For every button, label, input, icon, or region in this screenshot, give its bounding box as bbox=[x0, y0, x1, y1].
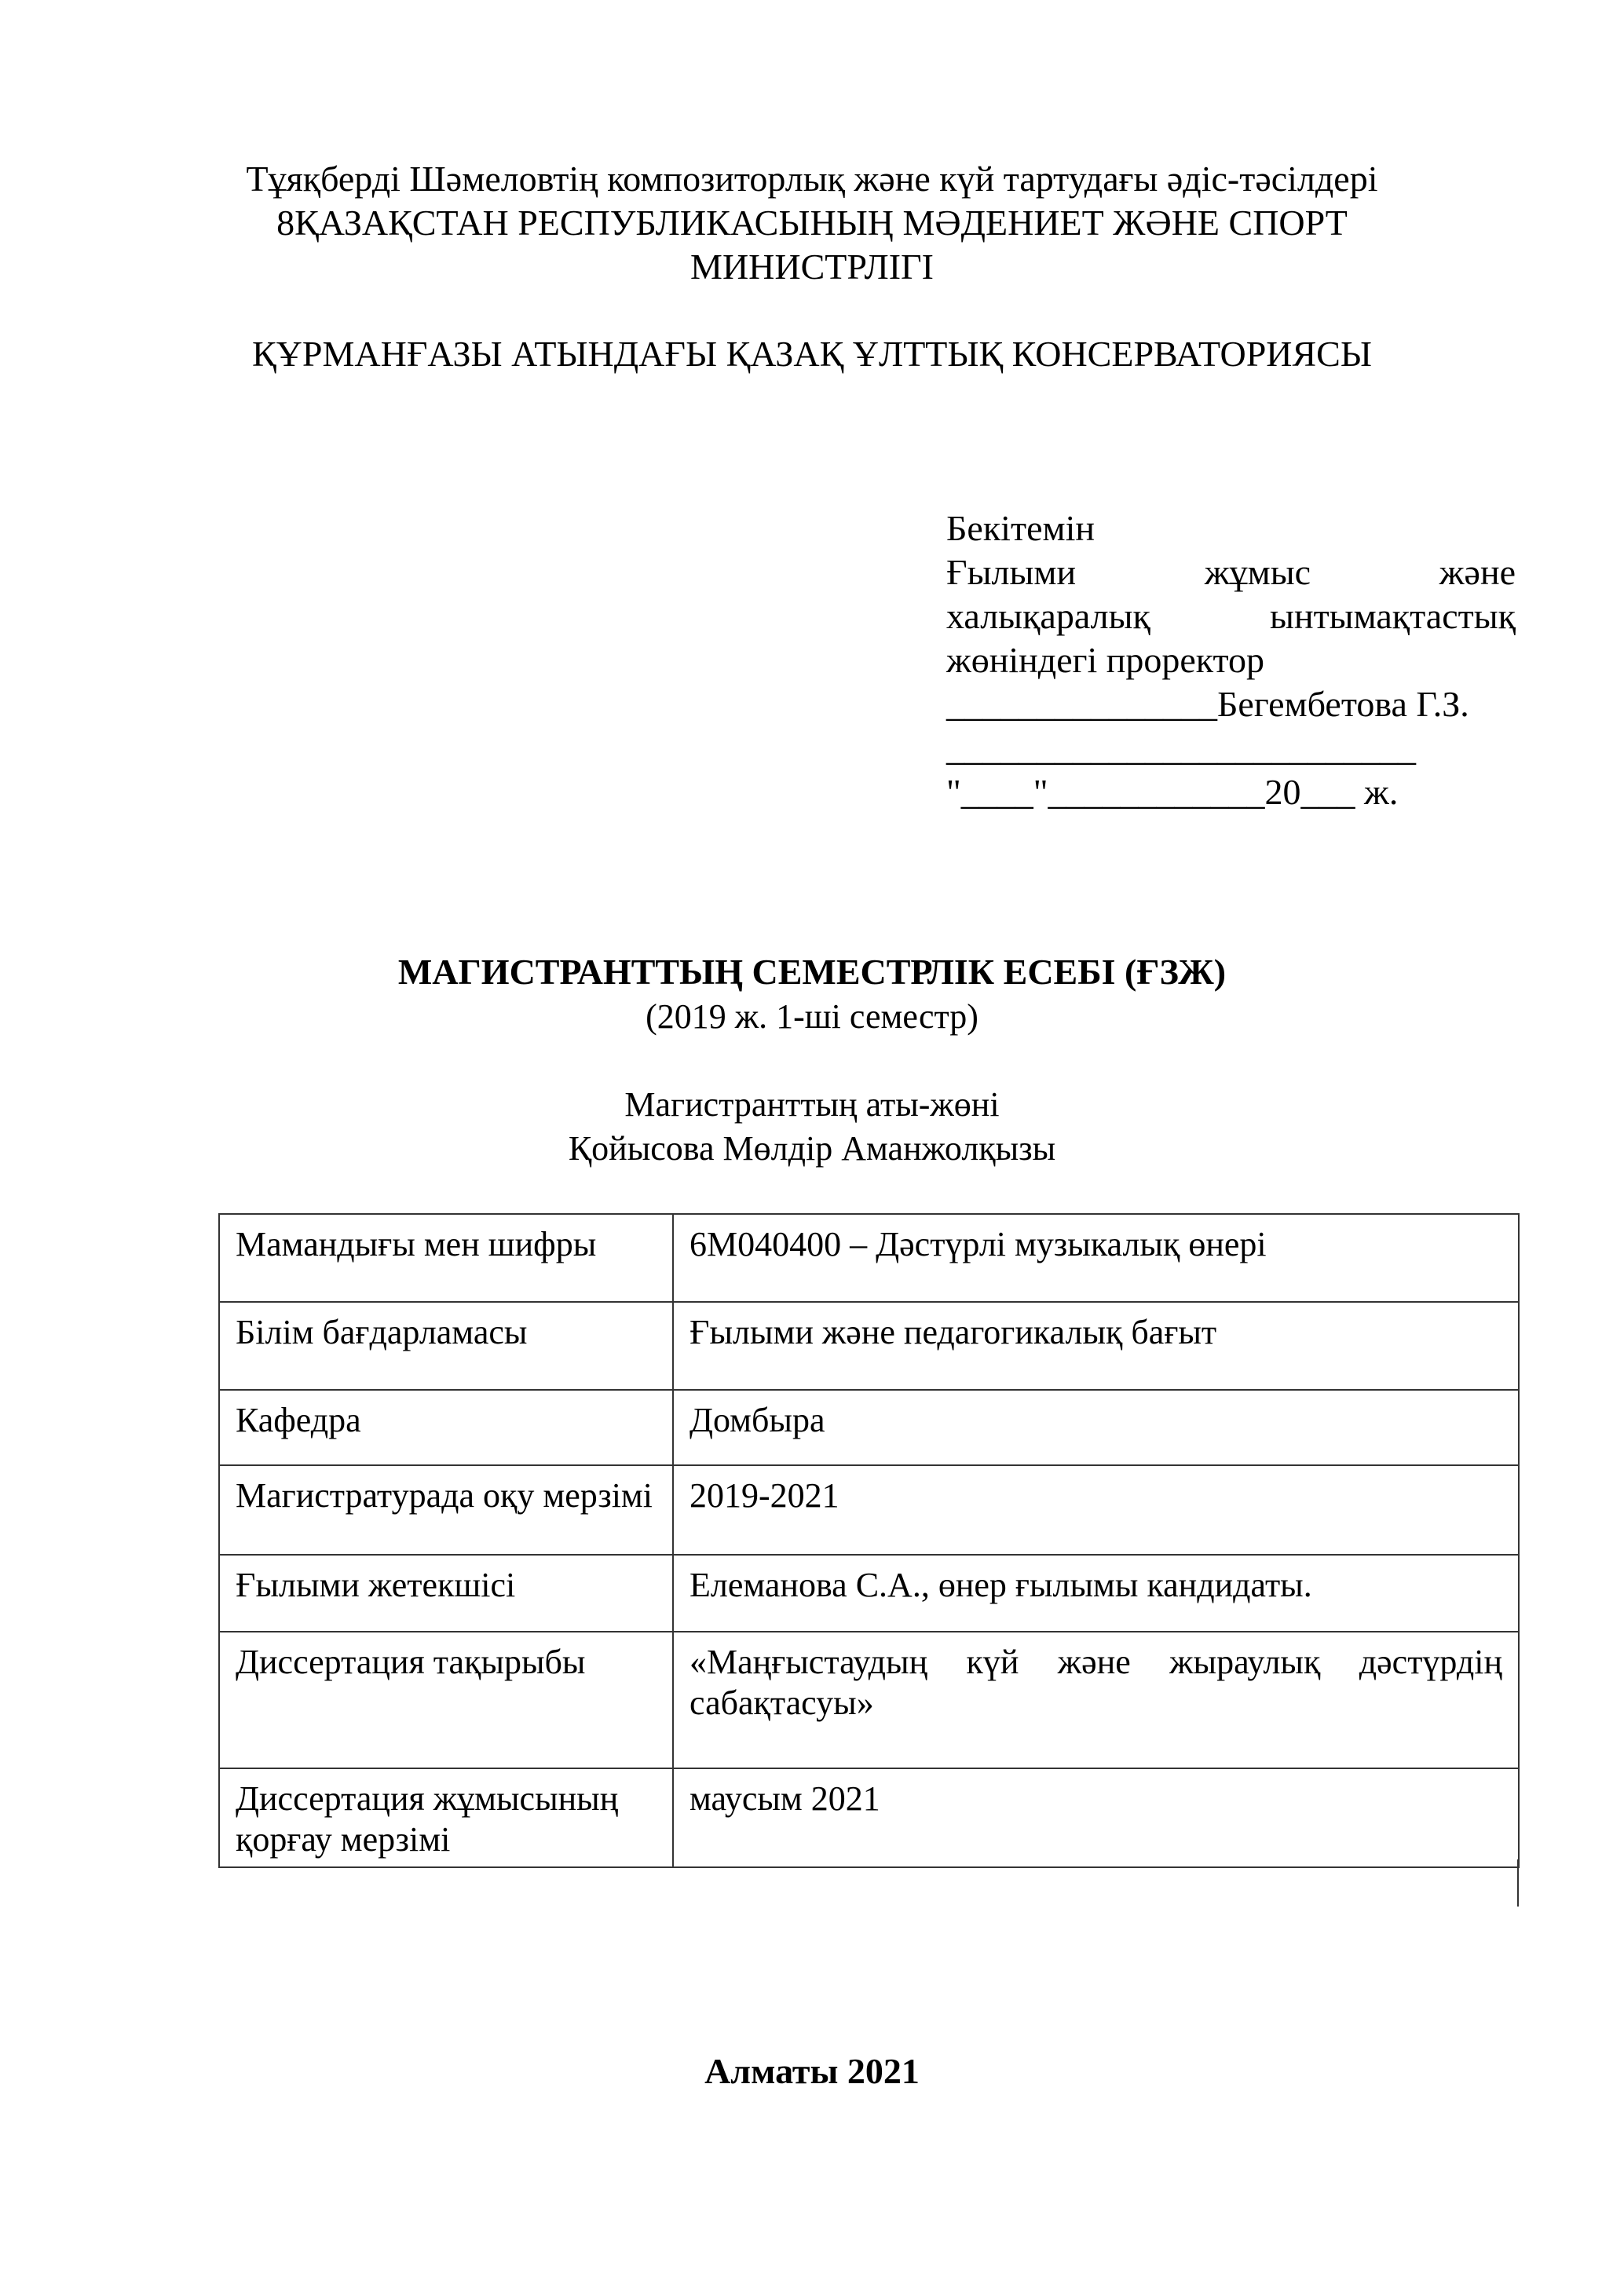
report-title: МАГИСТРАНТТЫҢ СЕМЕСТРЛІК ЕСЕБІ (ҒЗЖ) bbox=[397, 952, 1227, 992]
table-value-cell: маусым 2021 bbox=[673, 1768, 1519, 1867]
approval-signature-line: _______________Бегембетова Г.З. bbox=[946, 684, 1469, 724]
table-row bbox=[219, 1390, 1519, 1465]
table-row bbox=[219, 1302, 1519, 1390]
table-value-cell: Елеманова С.А., өнер ғылымы кандидаты. bbox=[673, 1555, 1519, 1632]
approval-line-1: Бекітемін bbox=[946, 508, 1095, 548]
table-row bbox=[219, 1555, 1519, 1632]
table-key-cell: Ғылыми жетекшісі bbox=[219, 1555, 673, 1632]
footer-city-year: Алматы 2021 bbox=[704, 2051, 920, 2091]
info-table bbox=[218, 1213, 1520, 1868]
table-key-cell: Білім бағдарламасы bbox=[219, 1302, 673, 1390]
table-key-cell: Кафедра bbox=[219, 1390, 673, 1465]
conservatory-name: ҚҰРМАНҒАЗЫ АТЫНДАҒЫ ҚАЗАҚ ҰЛТТЫҚ КОНСЕРВАТОРИЯСЫ bbox=[252, 334, 1372, 374]
approval-line-2: Ғылыми жұмыс және bbox=[946, 552, 1516, 592]
table-row bbox=[219, 1465, 1519, 1555]
table-key-cell: Магистратурада оқу мерзімі bbox=[219, 1465, 673, 1555]
table-value-cell: Ғылыми және педагогикалық бағыт bbox=[673, 1302, 1519, 1390]
header-title-line: Тұяқберді Шәмеловтің композиторлық және күй тартудағы әдіс-тәсілдері bbox=[246, 159, 1378, 199]
approval-date-line: "____"____________20___ ж. bbox=[946, 772, 1399, 812]
table-border-tail bbox=[1517, 1859, 1519, 1907]
table-value-cell: «Маңғыстаудың күй және жыраулық дәстүрдің сабақтасуы» bbox=[673, 1632, 1519, 1768]
table-value-cell: Домбыра bbox=[673, 1390, 1519, 1465]
ministry-line-2: МИНИСТРЛІГІ bbox=[690, 247, 934, 287]
ministry-line: 8ҚАЗАҚСТАН РЕСПУБЛИКАСЫНЫҢ МӘДЕНИЕТ ЖӘНЕ СПОРТ bbox=[276, 203, 1348, 243]
table-key-cell: Диссертация тақырыбы bbox=[219, 1632, 673, 1768]
table-key-cell: Диссертация жұмысының қорғау мерзімі bbox=[219, 1768, 673, 1867]
student-label: Магистранттың аты-жөні bbox=[624, 1085, 1000, 1124]
table-row bbox=[219, 1632, 1519, 1768]
table-value-cell: 2019-2021 bbox=[673, 1465, 1519, 1555]
table-key-cell: Мамандығы мен шифры bbox=[219, 1214, 673, 1302]
report-semester: (2019 ж. 1-ші семестр) bbox=[646, 997, 978, 1036]
table-row bbox=[219, 1768, 1519, 1867]
approval-block bbox=[946, 506, 1516, 814]
student-name: Қойысова Мөлдір Аманжолқызы bbox=[568, 1129, 1056, 1168]
approval-blank-line: __________________________ bbox=[946, 728, 1416, 768]
approval-line-3: халықаралық ынтымақтастық bbox=[946, 596, 1516, 636]
table-row bbox=[219, 1214, 1519, 1302]
approval-line-4: жөніндегі проректор bbox=[946, 640, 1265, 680]
table-value-cell: 6М040400 – Дәстүрлі музыкалық өнері bbox=[673, 1214, 1519, 1302]
